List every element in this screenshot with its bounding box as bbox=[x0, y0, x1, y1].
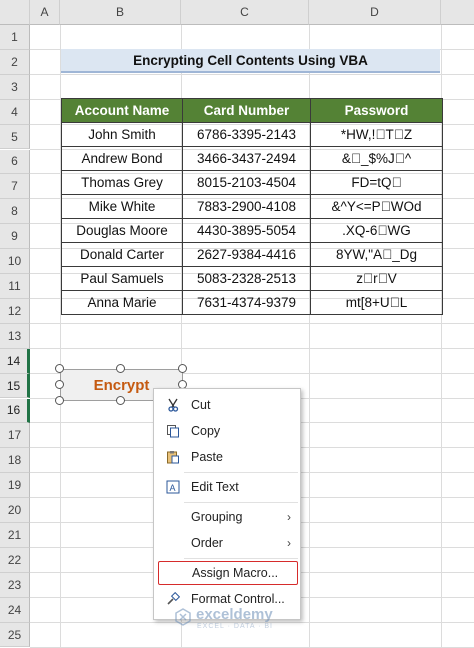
chevron-right-icon: › bbox=[287, 536, 291, 550]
card-number-cell[interactable]: 3466-3437-2494 bbox=[183, 147, 311, 171]
text-box-icon bbox=[164, 478, 182, 496]
menu-label-copy: Copy bbox=[191, 424, 221, 438]
column-header-b[interactable]: B bbox=[60, 0, 181, 25]
resize-handle-left[interactable] bbox=[55, 380, 64, 389]
account-name-cell[interactable]: Paul Samuels bbox=[62, 267, 183, 291]
account-name-cell[interactable]: Thomas Grey bbox=[62, 171, 183, 195]
row-header-18[interactable]: 18 bbox=[0, 448, 30, 473]
menu-separator bbox=[184, 502, 298, 503]
password-cell[interactable]: &^Y<=P WOd bbox=[311, 195, 443, 219]
table-row bbox=[62, 267, 443, 291]
row-header-14[interactable]: 14 bbox=[0, 349, 30, 374]
row-header-22[interactable]: 22 bbox=[0, 548, 30, 573]
table-row bbox=[62, 147, 443, 171]
resize-handle-top-right[interactable] bbox=[178, 364, 187, 373]
table-row bbox=[62, 243, 443, 267]
row-header-8[interactable]: 8 bbox=[0, 199, 30, 224]
row-gridline bbox=[30, 647, 474, 648]
card-number-cell[interactable]: 2627-9384-4416 bbox=[183, 243, 311, 267]
card-number-cell[interactable]: 5083-2328-2513 bbox=[183, 267, 311, 291]
row-header-25[interactable]: 25 bbox=[0, 623, 30, 648]
clipboard-icon bbox=[164, 448, 182, 466]
menu-item-assign-macro[interactable] bbox=[158, 561, 298, 585]
menu-separator bbox=[184, 558, 298, 559]
header-password[interactable]: Password bbox=[311, 99, 443, 123]
resize-handle-bottom[interactable] bbox=[116, 396, 125, 405]
row-header-5[interactable]: 5 bbox=[0, 125, 30, 150]
row-header-3[interactable]: 3 bbox=[0, 75, 30, 100]
table-row bbox=[62, 195, 443, 219]
row-gridline bbox=[30, 323, 474, 324]
row-header-2[interactable]: 2 bbox=[0, 50, 30, 75]
password-cell[interactable]: 8YW,"A _Dg bbox=[311, 243, 443, 267]
column-header-a[interactable]: A bbox=[30, 0, 60, 25]
menu-label-format-control: Format Control... bbox=[191, 592, 285, 606]
password-cell[interactable]: FD=tQ  bbox=[311, 171, 443, 195]
row-gridline bbox=[30, 348, 474, 349]
password-cell[interactable]: mt[8+U L bbox=[311, 291, 443, 315]
card-number-cell[interactable]: 8015-2103-4504 bbox=[183, 171, 311, 195]
menu-label-cut: Cut bbox=[191, 398, 211, 412]
menu-item-cut[interactable] bbox=[154, 393, 300, 417]
row-header-13[interactable]: 13 bbox=[0, 324, 30, 349]
scissors-icon bbox=[164, 396, 182, 414]
row-header-12[interactable]: 12 bbox=[0, 299, 30, 324]
select-all-corner[interactable] bbox=[0, 0, 30, 25]
account-name-cell[interactable]: Anna Marie bbox=[62, 291, 183, 315]
account-name-cell[interactable]: Mike White bbox=[62, 195, 183, 219]
menu-label-assign-macro: Assign Macro... bbox=[192, 566, 279, 580]
menu-item-paste[interactable] bbox=[154, 445, 300, 469]
account-name-cell[interactable]: Donald Carter bbox=[62, 243, 183, 267]
row-header-1[interactable]: 1 bbox=[0, 25, 30, 50]
menu-label-paste: Paste bbox=[191, 450, 223, 464]
watermark-tagline: EXCEL · DATA · BI bbox=[197, 623, 273, 630]
copy-icon bbox=[164, 422, 182, 440]
resize-handle-top-left[interactable] bbox=[55, 364, 64, 373]
card-number-cell[interactable]: 7883-2900-4108 bbox=[183, 195, 311, 219]
row-header-21[interactable]: 21 bbox=[0, 523, 30, 548]
menu-label-order: Order bbox=[191, 536, 223, 550]
resize-handle-bottom-left[interactable] bbox=[55, 396, 64, 405]
column-header-c[interactable]: C bbox=[181, 0, 309, 25]
row-header-9[interactable]: 9 bbox=[0, 224, 30, 249]
row-header-4[interactable]: 4 bbox=[0, 100, 30, 125]
svg-text:A: A bbox=[169, 483, 176, 493]
row-header-19[interactable]: 19 bbox=[0, 473, 30, 498]
row-gridline bbox=[30, 74, 474, 75]
account-name-cell[interactable]: Andrew Bond bbox=[62, 147, 183, 171]
table-header-row bbox=[62, 99, 443, 123]
row-header-7[interactable]: 7 bbox=[0, 174, 30, 199]
password-cell[interactable]: *HW,! T Z bbox=[311, 123, 443, 147]
menu-separator bbox=[184, 472, 298, 473]
card-number-cell[interactable]: 6786-3395-2143 bbox=[183, 123, 311, 147]
card-number-cell[interactable]: 7631-4374-9379 bbox=[183, 291, 311, 315]
row-header-23[interactable]: 23 bbox=[0, 573, 30, 598]
menu-label-edit-text: Edit Text bbox=[191, 480, 239, 494]
row-header-24[interactable]: 24 bbox=[0, 598, 30, 623]
password-cell[interactable]: .XQ-6 WG bbox=[311, 219, 443, 243]
card-number-cell[interactable]: 4430-3895-5054 bbox=[183, 219, 311, 243]
password-cell[interactable]: & _$%J ^ bbox=[311, 147, 443, 171]
header-card-number[interactable]: Card Number bbox=[183, 99, 311, 123]
table-row bbox=[62, 123, 443, 147]
menu-item-order[interactable] bbox=[154, 531, 300, 555]
menu-label-grouping: Grouping bbox=[191, 510, 243, 524]
table-row bbox=[62, 291, 443, 315]
context-menu bbox=[153, 388, 301, 620]
row-header-11[interactable]: 11 bbox=[0, 274, 30, 299]
account-name-cell[interactable]: Douglas Moore bbox=[62, 219, 183, 243]
encrypt-button-label: Encrypt bbox=[93, 376, 150, 394]
row-header-10[interactable]: 10 bbox=[0, 249, 30, 274]
menu-item-copy[interactable] bbox=[154, 419, 300, 443]
chevron-right-icon: › bbox=[287, 510, 291, 524]
row-header-6[interactable]: 6 bbox=[0, 150, 30, 175]
row-header-16[interactable]: 16 bbox=[0, 399, 30, 424]
exceldemy-watermark bbox=[172, 604, 312, 634]
header-account-name[interactable]: Account Name bbox=[62, 99, 183, 123]
row-header-17[interactable]: 17 bbox=[0, 423, 30, 448]
column-header-d[interactable]: D bbox=[309, 0, 441, 25]
menu-item-edit-text[interactable] bbox=[154, 475, 300, 499]
menu-item-grouping[interactable] bbox=[154, 505, 300, 529]
row-header-15[interactable]: 15 bbox=[0, 374, 30, 399]
watermark-name: exceldemy bbox=[196, 606, 273, 623]
password-cell[interactable]: z r V bbox=[311, 267, 443, 291]
exceldemy-logo-icon bbox=[174, 608, 192, 626]
column-header-e[interactable] bbox=[441, 0, 474, 25]
sheet-title: Encrypting Cell Contents Using VBA bbox=[61, 49, 440, 73]
table-row bbox=[62, 219, 443, 243]
row-header-20[interactable]: 20 bbox=[0, 498, 30, 523]
resize-handle-top[interactable] bbox=[116, 364, 125, 373]
accounts-table bbox=[61, 98, 443, 315]
account-name-cell[interactable]: John Smith bbox=[62, 123, 183, 147]
table-row bbox=[62, 171, 443, 195]
